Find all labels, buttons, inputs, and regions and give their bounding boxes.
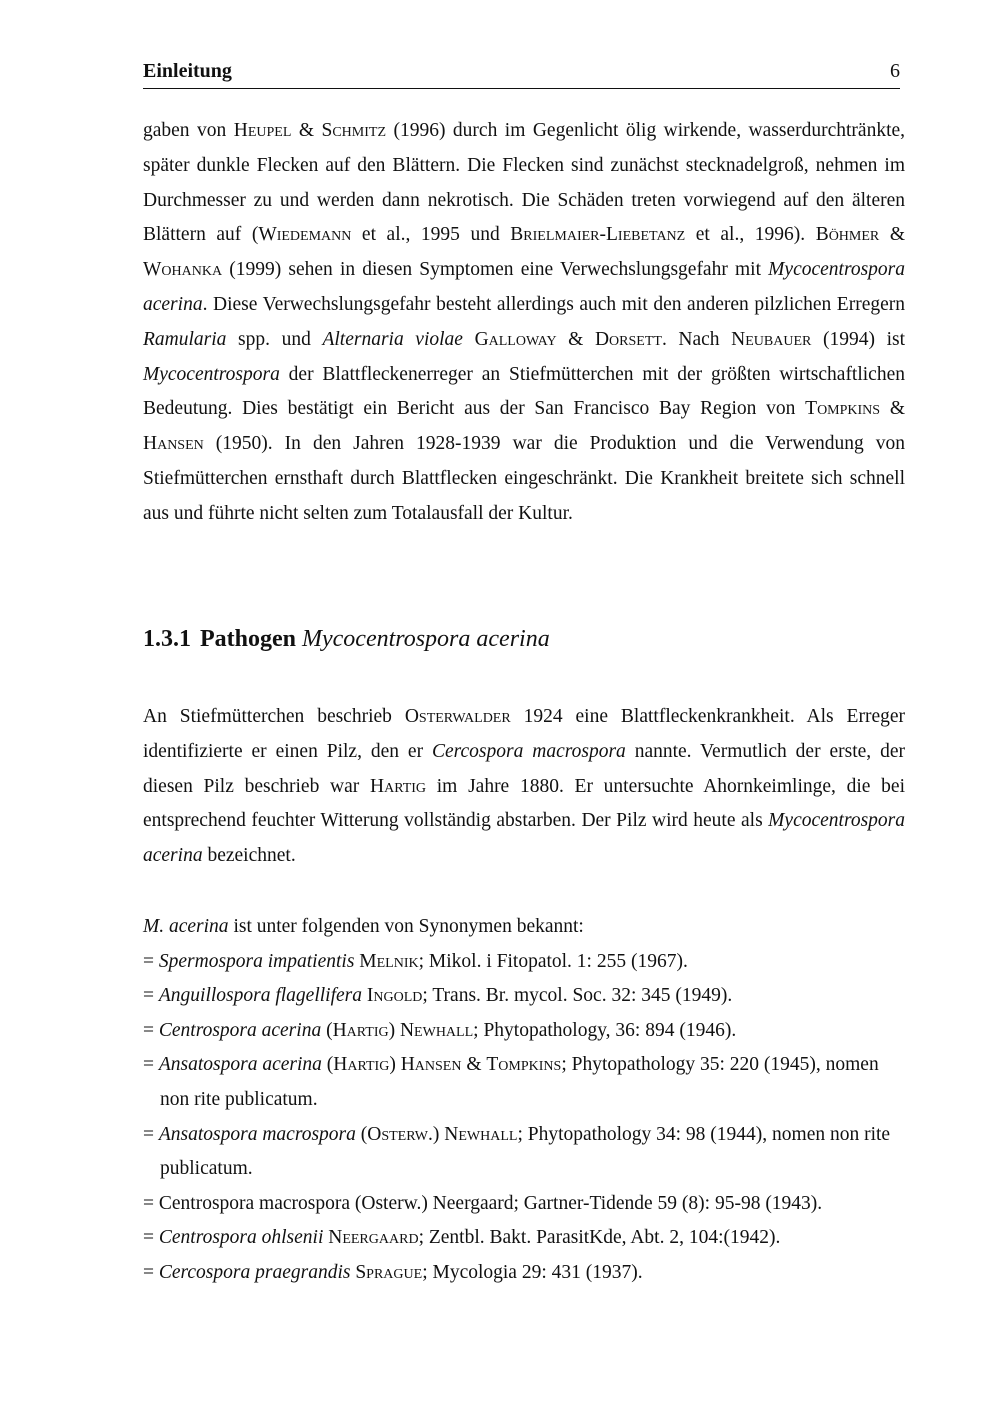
synonym-text-run: & — [461, 1054, 487, 1076]
taxon-name: Anguillospora flagellifera — [158, 985, 362, 1007]
author-name: Wiedemann — [258, 224, 352, 246]
author-name: Tompkins — [486, 1054, 562, 1076]
taxon-name: Centrospora ohlsenii — [158, 1227, 324, 1249]
intro-paragraph-text-text-run: . Diese Verwechslungsgefahr besteht allerdings auch mit den anderen pilzlichen Erregern — [202, 293, 905, 315]
synonym-entry — [143, 979, 905, 1014]
synonym-text-run: ( — [355, 1123, 368, 1145]
intro-paragraph-text-text-run: (1950). In den Jahren 1928-1939 war die Produktion und die Verwendung von Stiefmütterchen ernsthaft durch Blattflecken eingeschränkt. Die Krankheit breitete sich schnell aus und führte nicht selten zum Totalausfall der Kultur. — [143, 433, 905, 524]
synonym-entry — [143, 1256, 905, 1291]
synonym-entry — [143, 945, 905, 980]
synonym-intro — [143, 910, 905, 945]
synonym-text-run: = — [143, 1123, 159, 1145]
synonym-list — [143, 910, 905, 1291]
intro-paragraph-text-text-run: (1994) ist — [811, 328, 905, 350]
author-name: Brielmaier-Liebetanz — [510, 224, 686, 246]
author-name: Ingold — [366, 985, 423, 1007]
synonym-text-run: = — [143, 1227, 159, 1249]
intro-paragraph-text-text-run: spp. und — [226, 328, 323, 350]
synonym-entry — [143, 1187, 905, 1222]
author-name: Schmitz — [321, 120, 387, 141]
synonym-entry — [143, 1048, 905, 1117]
synonym-text-run: ( — [321, 1054, 334, 1076]
taxon-name: Ansatospora acerina — [158, 1054, 322, 1076]
synonym-text-run: ; Mikol. i Fitopatol. 1: 255 (1967). — [418, 950, 688, 972]
intro-paragraph-text-text-run: (1999) sehen in diesen Symptomen eine Verwechslungsgefahr mit — [222, 259, 769, 281]
intro-paragraph-text-text-run: & — [879, 224, 905, 246]
taxon-name: Cercospora praegrandis — [158, 1261, 351, 1283]
taxon-name: Alternaria violae — [322, 328, 463, 350]
intro-paragraph-text-text-run: et al., 1995 und — [351, 224, 511, 246]
taxon-name: Mycocentrospora acerina — [143, 259, 905, 315]
author-name: Newhall — [444, 1123, 518, 1145]
author-name: Neergaard — [328, 1227, 419, 1249]
synonym-text-run: = — [143, 950, 159, 972]
author-name: Melnik — [359, 950, 419, 972]
section-number: 1.3.1 — [143, 626, 191, 652]
author-name: Sprague — [355, 1261, 423, 1283]
section-title-plain: Pathogen — [200, 626, 296, 652]
pathogen-paragraph-text — [143, 700, 905, 874]
author-name: Neubauer — [731, 328, 812, 350]
author-name: Dorsett — [594, 328, 662, 350]
author-name: Hartig — [333, 1054, 390, 1076]
synonym-text-run: ) — [388, 1019, 400, 1041]
section-title-italic: Mycocentrospora acerina — [302, 626, 550, 652]
section-heading — [143, 622, 550, 656]
author-name: Tompkins — [805, 398, 881, 420]
taxon-name: Spermospora impatientis — [158, 950, 355, 972]
pathogen-paragraph-text-text-run: im Jahre 1880. Er untersuchte Ahornkeimlinge, die bei entsprechend feuchter Witterung vollständig abstarben. Der Pilz wird heute als — [143, 775, 905, 832]
taxon-name: Mycocentrospora acerina — [143, 810, 905, 867]
pathogen-paragraph-text-text-run: 1924 eine Blattfleckenkrankheit. Als Erreger identifizierte er einen Pilz, den er — [143, 706, 906, 762]
taxon-name: Ansatospora macrospora — [158, 1123, 356, 1145]
intro-paragraph-text-text-run: gaben von — [143, 120, 234, 141]
synonym-entry — [143, 1221, 905, 1256]
header-title: Einleitung — [143, 60, 232, 82]
synonym-text-run: = — [143, 985, 159, 1007]
intro-paragraph-text-text-run: der Blattfleckenerreger an Stiefmütterchen mit der größten wirtschaftlichen Bedeutung. Dies bestätigt ein Bericht aus der San Francisco Bay Region von — [143, 363, 905, 420]
synonym-intro-text-run: ist unter folgenden von Synonymen bekannt: — [228, 916, 584, 937]
pathogen-paragraph-text-text-run: bezeichnet. — [202, 845, 296, 867]
synonym-text-run: ( — [321, 1019, 333, 1041]
author-name: Newhall — [399, 1019, 474, 1041]
author-name: Hansen — [143, 433, 204, 455]
intro-paragraph-text-text-run: . Nach — [661, 328, 732, 350]
pathogen-paragraph — [143, 700, 905, 874]
author-name: Hartig — [370, 775, 427, 797]
author-name: Osterwalder — [404, 706, 511, 727]
taxon-name: Cercospora macrospora — [431, 740, 626, 762]
synonym-entry — [143, 1118, 905, 1187]
intro-paragraph-text-text-run: & — [556, 328, 595, 350]
header-rule — [143, 88, 900, 89]
running-header — [143, 58, 900, 90]
synonym-text-run: ; Phytopathology 34: 98 (1944), nomen non rite publicatum. — [160, 1123, 891, 1180]
author-name: Hartig — [332, 1019, 389, 1041]
synonym-entry — [143, 1014, 905, 1049]
intro-paragraph — [143, 114, 905, 532]
synonym-text-run: = Centrospora macrospora (Osterw.) Neergaard; Gartner-Tidende 59 (8): 95-98 (1943). — [143, 1192, 823, 1214]
synonym-text-run: = — [143, 1261, 159, 1283]
page-number: 6 — [890, 60, 900, 82]
author-name: Wohanka — [143, 259, 223, 281]
taxon-name: Mycocentrospora — [143, 363, 280, 385]
intro-paragraph-text — [143, 114, 905, 532]
synonym-text-run: ) — [389, 1054, 401, 1076]
synonym-text-run: ) — [432, 1123, 445, 1145]
intro-paragraph-text-text-run — [463, 329, 475, 350]
author-name: Böhmer — [815, 224, 880, 246]
author-name: Heupel — [233, 120, 292, 141]
taxon-name: Ramularia — [143, 328, 227, 350]
synonym-text-run: ; Zentbl. Bakt. ParasitKde, Abt. 2, 104:(1942). — [418, 1227, 781, 1249]
author-name: Hansen — [400, 1054, 462, 1076]
synonym-text-run: ; Phytopathology 35: 220 (1945), nomen non rite publicatum. — [160, 1054, 879, 1110]
pathogen-paragraph-text-text-run: nannte. Vermutlich der erste, der diesen Pilz beschrieb war — [143, 740, 905, 797]
taxon-name: Centrospora acerina — [158, 1019, 322, 1041]
synonym-text-run: = — [143, 1019, 159, 1041]
intro-paragraph-text-text-run: & — [880, 398, 905, 420]
intro-paragraph-text-text-run: (1996) durch im Gegenlicht ölig wirkende, wasserdurchtränkte, später dunkle Flecken auf den Blättern. Die Flecken sind zunächst stecknadelgroß, nehmen im Durchmesser zu und werden dann nekrotisch. Die Schäden treten vorwiegend auf den älteren Blättern auf ( — [143, 120, 906, 246]
taxon-name: M. acerina — [143, 916, 229, 937]
synonym-text-run: ; Mycologia 29: 431 (1937). — [422, 1261, 643, 1283]
synonym-text-run: = — [143, 1054, 159, 1076]
author-name: Galloway — [474, 328, 557, 350]
synonym-items — [143, 945, 905, 1291]
pathogen-paragraph-text-text-run: An Stiefmütterchen beschrieb — [143, 706, 405, 727]
synonym-text-run: ; Phytopathology, 36: 894 (1946). — [473, 1019, 737, 1041]
intro-paragraph-text-text-run: & — [291, 120, 322, 141]
synonym-text-run: ; Trans. Br. mycol. Soc. 32: 345 (1949). — [422, 985, 733, 1007]
intro-paragraph-text-text-run: et al., 1996). — [685, 224, 816, 246]
author-name: Osterw. — [367, 1123, 433, 1145]
